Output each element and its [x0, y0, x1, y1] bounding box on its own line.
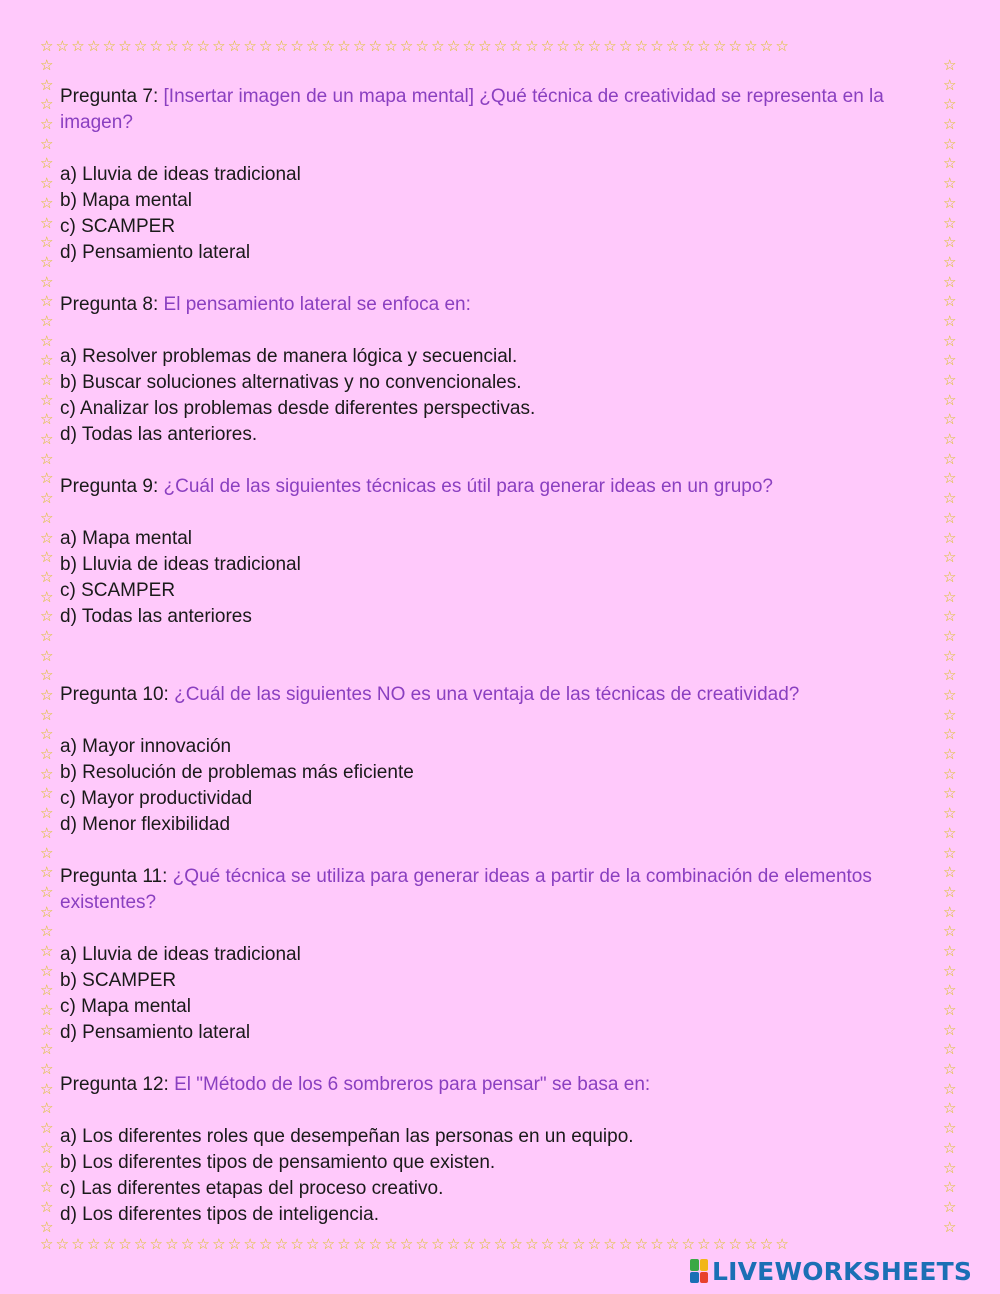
question-block-11 [60, 864, 920, 1072]
answer-option[interactable]: b) SCAMPER [60, 970, 177, 991]
question-text: ¿Qué técnica se utiliza para generar ideas a partir de la combinación de elementos existentes? [60, 866, 872, 913]
question-block-7 [60, 84, 920, 292]
answer-option[interactable]: a) Mayor innovación [60, 736, 232, 757]
answer-option[interactable]: d) Pensamiento lateral [60, 1022, 251, 1043]
question-label: Pregunta 11: [60, 866, 168, 887]
logo-text: LIVEWORKSHEETS [712, 1256, 973, 1286]
star-border-top: ☆☆☆☆☆☆☆☆☆☆☆☆☆☆☆☆☆☆☆☆☆☆☆☆☆☆☆☆☆☆☆☆☆☆☆☆☆☆☆☆☆☆☆☆☆☆☆☆ [40, 39, 792, 54]
answer-option[interactable]: c) SCAMPER [60, 580, 176, 601]
question-text: [Insertar imagen de un mapa mental] ¿Qué técnica de creatividad se representa en la imagen? [60, 86, 884, 133]
answer-option[interactable]: a) Lluvia de ideas tradicional [60, 944, 301, 965]
answer-option[interactable]: c) Las diferentes etapas del proceso creativo. [60, 1178, 444, 1199]
question-text: ¿Cuál de las siguientes técnicas es útil para generar ideas en un grupo? [158, 476, 773, 497]
question-block-9 [60, 474, 920, 682]
question-block-12 [60, 1072, 920, 1228]
answer-option[interactable]: b) Resolución de problemas más eficiente [60, 762, 414, 783]
liveworksheets-logo [690, 1256, 972, 1286]
answer-option[interactable]: a) Lluvia de ideas tradicional [60, 164, 301, 185]
question-text: El "Método de los 6 sombreros para pensar" se basa en: [168, 1074, 651, 1095]
question-prompt [60, 1072, 920, 1098]
answer-option[interactable]: b) Mapa mental [60, 190, 193, 211]
question-prompt [60, 682, 920, 708]
worksheet-content [60, 84, 920, 1228]
answer-option[interactable]: d) Pensamiento lateral [60, 242, 251, 263]
answer-option[interactable]: c) Analizar los problemas desde diferentes perspectivas. [60, 398, 536, 419]
question-label: Pregunta 7: [60, 86, 159, 107]
answer-option[interactable]: d) Menor flexibilidad [60, 814, 231, 835]
question-label: Pregunta 10: [60, 684, 169, 705]
question-text: El pensamiento lateral se enfoca en: [158, 294, 471, 315]
question-label: Pregunta 8: [60, 294, 159, 315]
answer-option[interactable]: a) Los diferentes roles que desempeñan las personas en un equipo. [60, 1126, 634, 1147]
question-prompt [60, 292, 920, 318]
question-prompt [60, 474, 920, 500]
answer-option[interactable]: a) Resolver problemas de manera lógica y secuencial. [60, 346, 518, 367]
answer-option[interactable]: c) Mayor productividad [60, 788, 253, 809]
answer-option[interactable]: b) Los diferentes tipos de pensamiento que existen. [60, 1152, 496, 1173]
answer-option[interactable]: a) Mapa mental [60, 528, 193, 549]
answer-option[interactable]: c) Mapa mental [60, 996, 191, 1017]
answer-option[interactable]: d) Todas las anteriores [60, 606, 252, 627]
answer-option[interactable]: b) Buscar soluciones alternativas y no convencionales. [60, 372, 522, 393]
question-prompt [60, 864, 920, 916]
question-label: Pregunta 12: [60, 1074, 169, 1095]
question-label: Pregunta 9: [60, 476, 159, 497]
question-block-8 [60, 292, 920, 474]
question-prompt [60, 84, 920, 136]
question-block-10 [60, 682, 920, 864]
answer-option[interactable]: d) Todas las anteriores. [60, 424, 258, 445]
star-border-left: ☆ ☆ ☆ ☆ ☆ ☆ ☆ ☆ ☆ ☆ ☆ ☆ ☆ ☆ ☆ ☆ ☆ ☆ ☆ ☆ ☆ ☆ ☆ ☆ ☆ ☆ ☆ ☆ ☆ ☆ ☆ ☆ ☆ ☆ ☆ ☆ ☆ ☆ ☆ ☆ ☆ ☆ ☆ ☆ ☆ ☆ ☆ ☆ ☆ ☆ ☆ ☆ ☆ ☆ ☆ ☆ ☆ ☆ ☆ ☆ [40, 58, 54, 1236]
question-text: ¿Cuál de las siguientes NO es una ventaja de las técnicas de creatividad? [168, 684, 800, 705]
star-border-right: ☆ ☆ ☆ ☆ ☆ ☆ ☆ ☆ ☆ ☆ ☆ ☆ ☆ ☆ ☆ ☆ ☆ ☆ ☆ ☆ ☆ ☆ ☆ ☆ ☆ ☆ ☆ ☆ ☆ ☆ ☆ ☆ ☆ ☆ ☆ ☆ ☆ ☆ ☆ ☆ ☆ ☆ ☆ ☆ ☆ ☆ ☆ ☆ ☆ ☆ ☆ ☆ ☆ ☆ ☆ ☆ ☆ ☆ ☆ ☆ [943, 58, 957, 1236]
logo-blocks-icon [690, 1259, 708, 1283]
star-border-bottom: ☆☆☆☆☆☆☆☆☆☆☆☆☆☆☆☆☆☆☆☆☆☆☆☆☆☆☆☆☆☆☆☆☆☆☆☆☆☆☆☆☆☆☆☆☆☆☆☆ [40, 1237, 792, 1252]
answer-option[interactable]: c) SCAMPER [60, 216, 176, 237]
answer-option[interactable]: d) Los diferentes tipos de inteligencia. [60, 1204, 379, 1225]
answer-option[interactable]: b) Lluvia de ideas tradicional [60, 554, 301, 575]
